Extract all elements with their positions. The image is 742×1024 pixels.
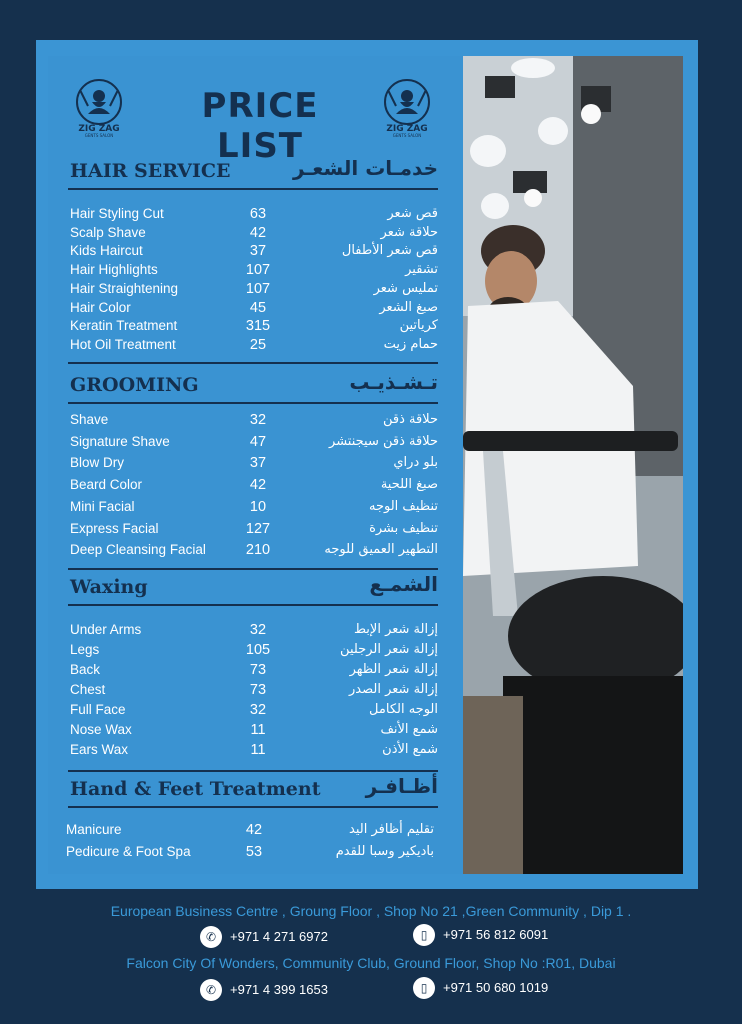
service-name-ar: إزالة شعر الصدر (349, 682, 438, 697)
section-divider (68, 770, 438, 772)
service-name: Signature Shave (70, 433, 170, 449)
service-name-ar: بلو دراي (393, 455, 438, 471)
service-name: Express Facial (70, 520, 159, 536)
service-name-ar: قص شعر (387, 206, 438, 221)
service-row (68, 642, 438, 660)
service-price: 63 (249, 206, 267, 222)
service-name: Deep Cleansing Facial (70, 542, 206, 558)
service-price: 47 (249, 433, 267, 450)
service-row (68, 722, 438, 740)
service-row (68, 412, 438, 430)
service-price: 32 (249, 412, 267, 428)
service-price: 32 (249, 622, 267, 638)
section-hand-feet (68, 774, 438, 868)
service-row (68, 225, 438, 243)
service-price: 42 (249, 224, 267, 241)
mobile-number: +971 50 680 1019 (443, 980, 549, 995)
service-name: Manicure (66, 822, 122, 837)
service-name-ar: تمليس شعر (373, 280, 438, 296)
service-price: 32 (249, 702, 267, 718)
service-price: 42 (245, 822, 263, 838)
section-divider (68, 568, 438, 570)
service-rows (68, 808, 438, 868)
service-price: 107 (245, 280, 271, 297)
service-name: Keratin Treatment (70, 318, 178, 334)
section-title-en: Waxing (70, 576, 148, 598)
service-name-ar: تنظيف بشرة (369, 520, 438, 536)
barber-illustration (463, 56, 683, 874)
service-name: Back (70, 662, 101, 677)
service-name-ar: شمع الأذن (382, 742, 438, 757)
section-header (68, 370, 438, 404)
service-name-ar: الوجه الكامل (369, 702, 438, 717)
section-header (68, 572, 438, 606)
service-name-ar: قص شعر الأطفال (341, 243, 438, 259)
service-name: Mini Facial (70, 498, 135, 514)
service-price: 53 (245, 844, 263, 860)
service-row (68, 300, 438, 318)
price-list-panel (48, 56, 463, 874)
mobile-number: +971 56 812 6091 (443, 927, 549, 942)
service-name-ar: حلاقة ذقن (382, 412, 438, 427)
phone-icon: ✆ (200, 979, 222, 1001)
mobile-icon: ▯ (413, 924, 435, 946)
service-price: 45 (249, 299, 267, 316)
service-rows (68, 404, 438, 574)
service-name: Scalp Shave (70, 224, 146, 240)
service-row (68, 281, 438, 299)
service-name: Kids Haircut (70, 243, 143, 259)
service-name-ar: باديكير وسبا للقدم (335, 844, 434, 859)
service-price: 73 (249, 662, 267, 678)
service-name: Hair Straightening (70, 280, 179, 296)
address-line-1: European Business Centre , Groung Floor , Shop No 21 ,Green Community , Dip 1 . (110, 903, 632, 919)
service-name: Blow Dry (70, 455, 125, 471)
section-waxing (68, 572, 438, 766)
service-name: Ears Wax (70, 742, 129, 757)
service-row (68, 262, 438, 280)
service-row (68, 622, 438, 640)
section-title-en: GROOMING (70, 374, 199, 396)
service-name: Legs (70, 642, 100, 657)
service-row (68, 434, 438, 452)
address-line-2: Falcon City Of Wonders, Community Club, Ground Floor, Shop No :R01, Dubai (126, 955, 616, 971)
service-row (68, 521, 438, 539)
service-row (68, 318, 438, 336)
service-price: 42 (249, 477, 267, 494)
service-name-ar: حلاقة ذقن سيجنتشر (329, 433, 438, 449)
barber-photo (463, 56, 683, 874)
service-name-ar: تنظيف الوجه (368, 498, 438, 514)
service-price: 10 (249, 498, 267, 515)
service-name-ar: إزالة شعر الرجلين (340, 642, 438, 657)
section-divider (68, 362, 438, 364)
service-name-ar: التطهير العميق للوجه (324, 542, 438, 558)
service-name: Full Face (70, 702, 126, 717)
service-rows (68, 190, 438, 360)
service-row (68, 337, 438, 355)
service-row (64, 844, 434, 862)
service-name-ar: صبغ اللحية (380, 477, 438, 493)
service-name: Hot Oil Treatment (70, 336, 176, 352)
service-row (68, 206, 438, 224)
service-row (68, 243, 438, 261)
service-name-ar: شمع الأنف (380, 722, 438, 737)
service-price: 25 (249, 336, 267, 353)
service-name-ar: حلاقة شعر (380, 224, 438, 240)
phone-number: +971 4 399 1653 (230, 982, 328, 997)
section-title-ar: أظـافـر (365, 774, 438, 798)
service-price: 37 (249, 455, 267, 472)
section-header (68, 774, 438, 808)
service-price: 315 (245, 318, 271, 335)
logo-subtext: GENTS SALON (84, 133, 114, 138)
service-name: Shave (70, 412, 109, 427)
service-row (68, 455, 438, 473)
service-price: 73 (249, 682, 267, 698)
service-row (68, 682, 438, 700)
service-name: Hair Styling Cut (70, 206, 164, 221)
salon-logo-left (68, 76, 130, 138)
logo-text: ZIG ZAG (78, 124, 120, 134)
service-rows (68, 606, 438, 766)
service-price: 105 (245, 642, 271, 658)
service-name: Chest (70, 682, 106, 697)
service-price: 107 (245, 262, 271, 279)
logo-text: ZIG ZAG (386, 124, 428, 134)
section-hair-service (68, 156, 438, 360)
service-name: Hair Color (70, 299, 131, 315)
service-name: Under Arms (70, 622, 142, 637)
service-name-ar: تشقير (405, 262, 438, 278)
service-row (68, 499, 438, 517)
service-name-ar: إزالة شعر الظهر (349, 662, 438, 677)
phone-icon: ✆ (200, 926, 222, 948)
service-price: 11 (250, 742, 266, 758)
service-name-ar: تقليم أظافر اليد (349, 822, 434, 837)
service-name-ar: حمام زيت (383, 336, 438, 352)
service-name: Beard Color (70, 477, 143, 493)
phone-number: +971 4 271 6972 (230, 929, 328, 944)
service-name: Hair Highlights (70, 262, 158, 278)
service-row (68, 742, 438, 760)
salon-logo-right (376, 76, 438, 138)
service-price: 127 (245, 520, 271, 537)
section-title-en: HAIR SERVICE (70, 160, 231, 182)
service-row (68, 662, 438, 680)
section-title-en: Hand & Feet Treatment (70, 778, 321, 800)
service-row (68, 542, 438, 560)
service-price: 210 (245, 542, 271, 559)
service-row (68, 477, 438, 495)
service-price: 37 (249, 243, 267, 260)
page-title: PRICE LIST (201, 86, 319, 166)
service-row (68, 702, 438, 720)
section-header (68, 156, 438, 190)
logo-subtext: GENTS SALON (392, 133, 422, 138)
section-title-ar: الشمـع (369, 572, 438, 596)
service-name-ar: صبغ الشعر (379, 299, 438, 315)
section-title-ar: خدمـات الشعـر (292, 156, 438, 180)
service-row (64, 822, 434, 840)
service-name: Pedicure & Foot Spa (66, 844, 191, 859)
section-title-ar: تـشـذيـب (349, 370, 438, 394)
section-grooming (68, 370, 438, 574)
service-price: 11 (250, 722, 266, 738)
service-name-ar: إزالة شعر الإبط (353, 622, 438, 637)
service-name: Nose Wax (70, 722, 132, 737)
service-name-ar: كرياتين (399, 318, 438, 334)
mobile-icon: ▯ (413, 977, 435, 999)
